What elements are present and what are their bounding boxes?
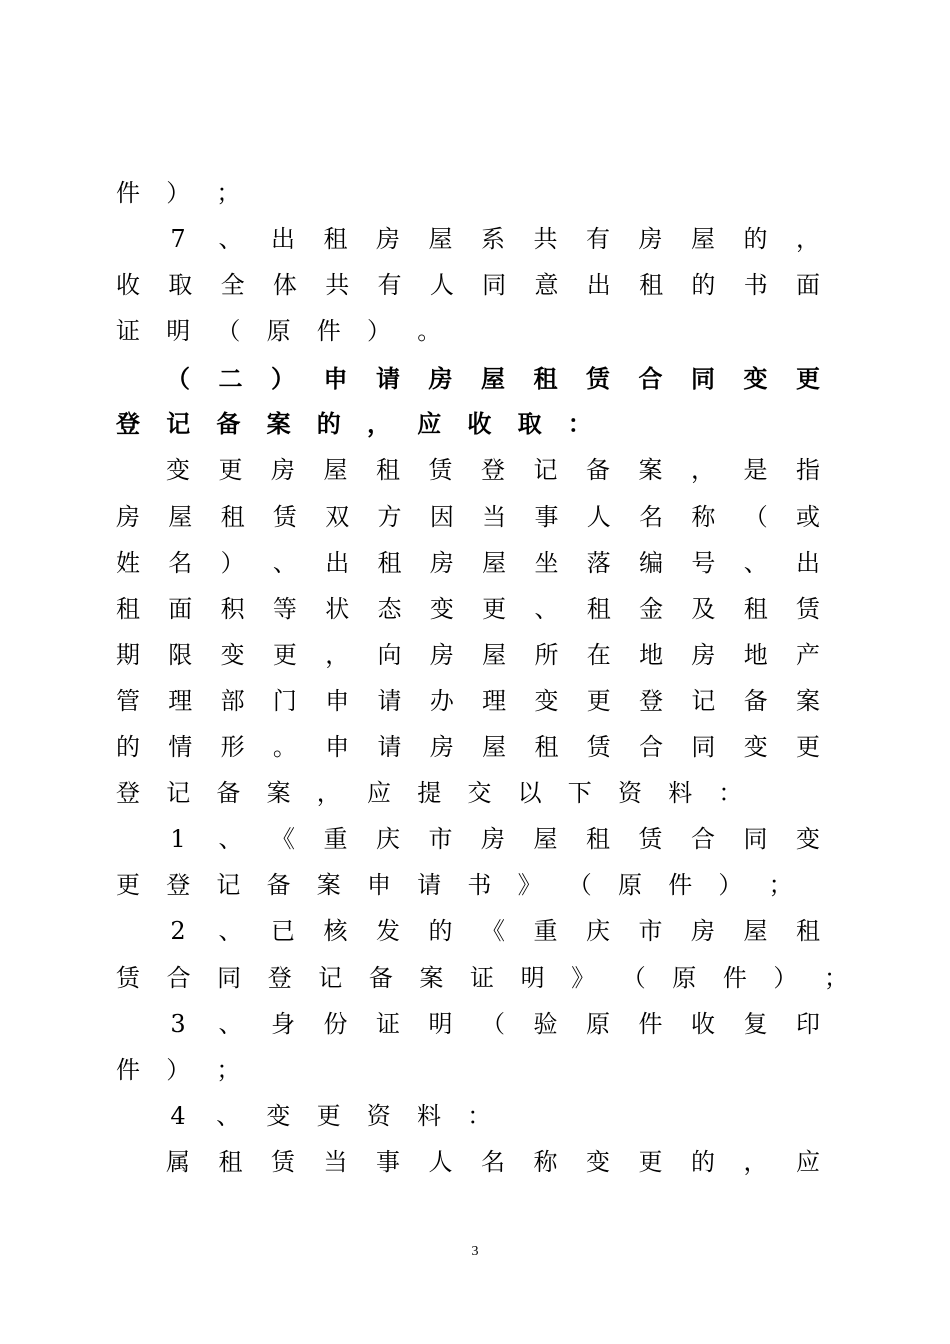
text-line: 3 、 身 份 证 明 （ 验 原 件 收 复 印 bbox=[170, 1010, 820, 1038]
text-line: （ 二 ） 申 请 房 屋 租 赁 合 同 变 更 bbox=[166, 364, 820, 393]
text-line: 租 面 积 等 状 态 变 更 、 租 金 及 租 赁 bbox=[116, 595, 820, 623]
text-line: 管 理 部 门 申 请 办 理 变 更 登 记 备 案 bbox=[116, 687, 820, 715]
text-line: 变 更 房 屋 租 赁 登 记 备 案 ， 是 指 bbox=[166, 456, 820, 484]
page-number: 3 bbox=[471, 1244, 479, 1259]
text-line: 姓 名 ） 、 出 租 房 屋 坐 落 编 号 、 出 bbox=[116, 549, 820, 577]
text-line: 登 记 备 案 ， 应 提 交 以 下 资 料 ： bbox=[116, 779, 743, 807]
text-line: 期 限 变 更 ， 向 房 屋 所 在 地 房 地 产 bbox=[116, 641, 820, 669]
text-line: 登 记 备 案 的 ， 应 收 取 ： bbox=[116, 409, 592, 438]
text-line: 4 、 变 更 资 料 ： bbox=[170, 1102, 492, 1130]
text-line: 属 租 赁 当 事 人 名 称 变 更 的 ， 应 bbox=[166, 1148, 820, 1176]
text-line: 2 、 已 核 发 的 《 重 庆 市 房 屋 租 bbox=[170, 917, 820, 945]
text-line: 更 登 记 备 案 申 请 书 》 （ 原 件 ） ； bbox=[116, 871, 793, 899]
text-line: 赁 合 同 登 记 备 案 证 明 》 （ 原 件 ） ； bbox=[116, 964, 848, 992]
text-line: 件 ） ； bbox=[116, 1056, 241, 1084]
text-line: 件 ） ； bbox=[116, 179, 241, 207]
text-line: 1 、 《 重 庆 市 房 屋 租 赁 合 同 变 bbox=[170, 825, 820, 853]
text-line: 的 情 形 。 申 请 房 屋 租 赁 合 同 变 更 bbox=[116, 733, 820, 761]
text-line: 7 、 出 租 房 屋 系 共 有 房 屋 的 ， bbox=[170, 225, 820, 253]
text-line: 房 屋 租 赁 双 方 因 当 事 人 名 称 （ 或 bbox=[116, 503, 820, 531]
text-line: 收 取 全 体 共 有 人 同 意 出 租 的 书 面 bbox=[116, 271, 820, 299]
text-line: 证 明 （ 原 件 ） 。 bbox=[116, 317, 442, 345]
